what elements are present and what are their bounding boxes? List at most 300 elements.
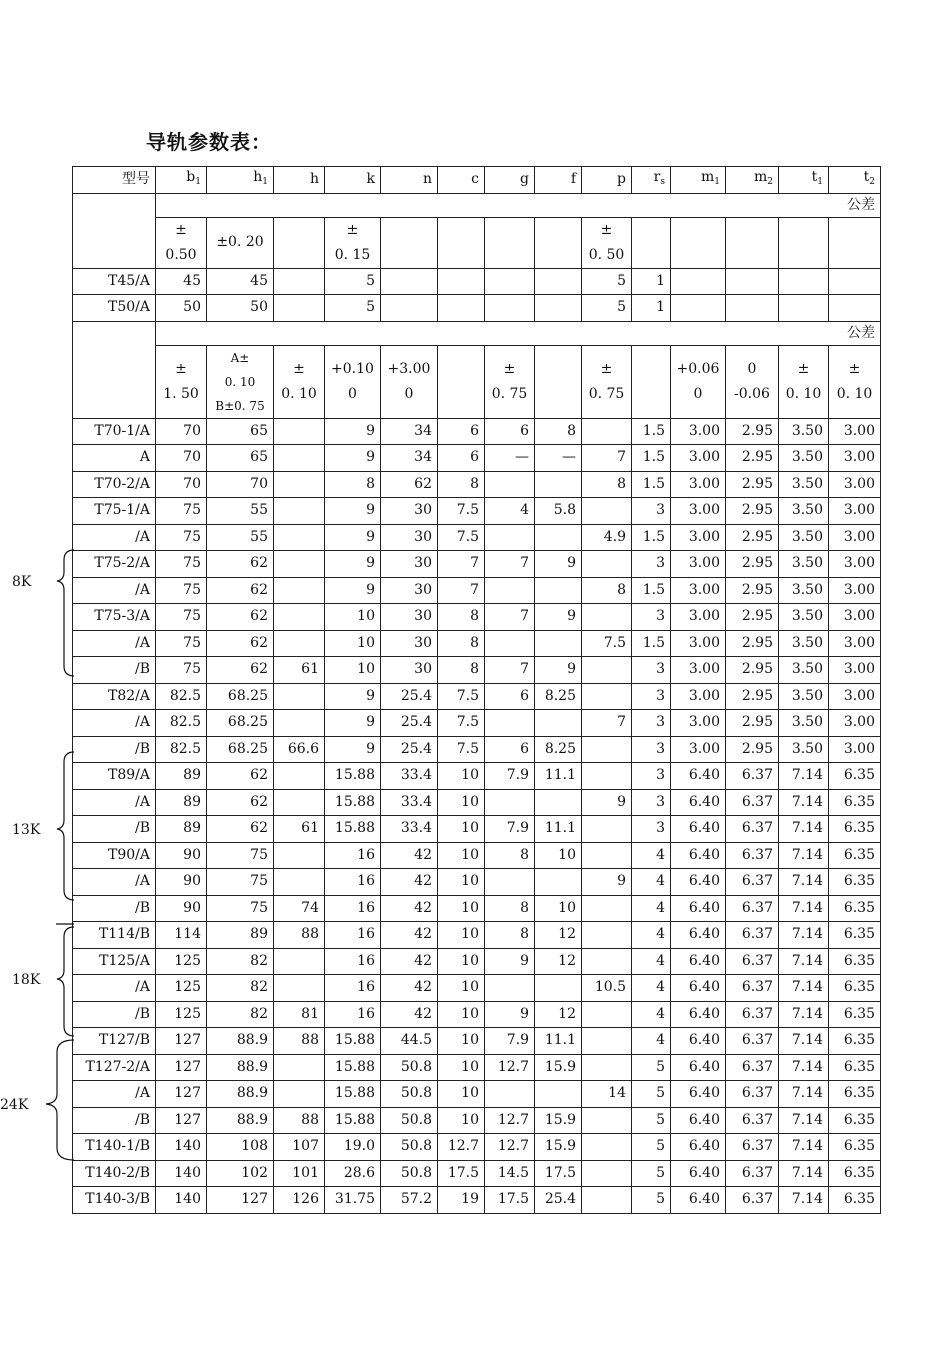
value-cell: 9 xyxy=(325,445,381,472)
value-cell: 5 xyxy=(632,1081,671,1108)
value-cell: 7.14 xyxy=(779,1001,829,1028)
value-cell: 10 xyxy=(438,869,485,896)
value-cell: 127 xyxy=(156,1028,207,1055)
value-cell: 50.8 xyxy=(381,1107,438,1134)
value-cell: 3 xyxy=(632,683,671,710)
value-cell: 7.14 xyxy=(779,1160,829,1187)
value-cell: 82.5 xyxy=(156,710,207,737)
value-cell: 6.37 xyxy=(726,1001,779,1028)
model-cell: /A xyxy=(73,577,156,604)
value-cell: 90 xyxy=(156,842,207,869)
value-cell: 2.95 xyxy=(726,683,779,710)
value-cell: 6.35 xyxy=(829,975,881,1002)
model-cell: /A xyxy=(73,975,156,1002)
value-cell: 90 xyxy=(156,869,207,896)
value-cell: 127 xyxy=(207,1187,274,1214)
header-symbol: k xyxy=(366,171,375,188)
value-cell: 15.9 xyxy=(535,1134,582,1161)
value-cell: 7 xyxy=(485,551,535,578)
value-cell: 125 xyxy=(156,975,207,1002)
value-cell: 3.00 xyxy=(671,657,726,684)
model-cell: /B xyxy=(73,736,156,763)
group-label-24k: 24K xyxy=(0,1097,29,1113)
value-cell: 3.50 xyxy=(779,683,829,710)
header-symbol: g xyxy=(520,171,529,188)
value-cell: 34 xyxy=(381,418,438,445)
value-cell: 7.14 xyxy=(779,1187,829,1214)
value-cell: 6.37 xyxy=(726,895,779,922)
value-cell: 10 xyxy=(438,1028,485,1055)
value-cell: 140 xyxy=(156,1187,207,1214)
value-cell: 50.8 xyxy=(381,1160,438,1187)
value-cell: 44.5 xyxy=(381,1028,438,1055)
model-cell: T140-2/B xyxy=(73,1160,156,1187)
value-cell: 5 xyxy=(632,1054,671,1081)
value-cell: 62 xyxy=(381,471,438,498)
value-cell: 6.35 xyxy=(829,869,881,896)
value-cell: 6.40 xyxy=(671,1081,726,1108)
value-cell: 11.1 xyxy=(535,816,582,843)
brace-8k xyxy=(57,550,74,676)
value-cell: 62 xyxy=(207,816,274,843)
model-cell: T127/B xyxy=(73,1028,156,1055)
value-cell: 3.50 xyxy=(779,418,829,445)
value-cell: 3.00 xyxy=(671,630,726,657)
tolerance-label: 公差 xyxy=(156,193,881,217)
value-cell: 3.50 xyxy=(779,445,829,472)
value-cell: 6.35 xyxy=(829,948,881,975)
header-symbol: r xyxy=(653,168,661,185)
model-cell: T70-1/A xyxy=(73,418,156,445)
value-cell: 12 xyxy=(535,948,582,975)
value-cell: 2.95 xyxy=(726,657,779,684)
tolerance-line: 0. 75 xyxy=(588,385,625,402)
value-cell: 6.37 xyxy=(726,922,779,949)
value-cell: 7.14 xyxy=(779,1081,829,1108)
header-symbol: h xyxy=(253,168,263,185)
value-cell: 3 xyxy=(632,657,671,684)
tolerance-line: 0 xyxy=(348,385,357,402)
value-cell: 30 xyxy=(381,551,438,578)
value-cell: 81 xyxy=(274,1001,325,1028)
value-cell: 125 xyxy=(156,1001,207,1028)
tolerance-line: 0. 10 xyxy=(836,385,873,402)
tolerance-line: ± xyxy=(293,360,305,377)
value-cell: 70 xyxy=(156,445,207,472)
tolerance-line: ± xyxy=(797,360,810,377)
tolerance-line: 0 xyxy=(693,385,703,402)
value-cell: 8.25 xyxy=(535,683,582,710)
value-cell: 3.00 xyxy=(829,736,881,763)
value-cell: 9 xyxy=(535,604,582,631)
value-cell: 3.00 xyxy=(671,418,726,445)
value-cell: 62 xyxy=(207,657,274,684)
value-cell: 9 xyxy=(325,418,381,445)
value-cell: 33.4 xyxy=(381,816,438,843)
value-cell: 7.14 xyxy=(779,922,829,949)
value-cell: 6 xyxy=(438,445,485,472)
model-cell: A xyxy=(73,445,156,472)
tolerance-label: 公差 xyxy=(156,321,881,345)
value-cell: 45 xyxy=(207,268,274,295)
value-cell: 16 xyxy=(325,975,381,1002)
value-cell: 1.5 xyxy=(632,630,671,657)
value-cell: 15.88 xyxy=(325,763,381,790)
model-cell: /B xyxy=(73,816,156,843)
value-cell: 15.88 xyxy=(325,816,381,843)
value-cell: 6.40 xyxy=(671,895,726,922)
value-cell: 42 xyxy=(381,895,438,922)
model-cell: /A xyxy=(73,1081,156,1108)
value-cell: 1.5 xyxy=(632,445,671,472)
value-cell: 16 xyxy=(325,1001,381,1028)
value-cell: 10 xyxy=(438,1107,485,1134)
value-cell: 15.88 xyxy=(325,1107,381,1134)
value-cell: 114 xyxy=(156,922,207,949)
value-cell: 14 xyxy=(582,1081,632,1108)
group-label-18k: 18K xyxy=(12,972,41,988)
value-cell: 127 xyxy=(156,1107,207,1134)
value-cell: 8 xyxy=(485,842,535,869)
value-cell: 10 xyxy=(325,604,381,631)
value-cell: 1 xyxy=(632,295,671,322)
value-cell: 55 xyxy=(207,498,274,525)
value-cell: 88.9 xyxy=(207,1081,274,1108)
value-cell: 6.37 xyxy=(726,869,779,896)
value-cell: 30 xyxy=(381,604,438,631)
value-cell: 42 xyxy=(381,842,438,869)
value-cell: 6.35 xyxy=(829,1054,881,1081)
value-cell: 10 xyxy=(325,630,381,657)
value-cell: 3 xyxy=(632,604,671,631)
value-cell: 82 xyxy=(207,948,274,975)
value-cell: 75 xyxy=(156,630,207,657)
value-cell: 11.1 xyxy=(535,763,582,790)
value-cell: 50 xyxy=(156,295,207,322)
value-cell: 3.50 xyxy=(779,551,829,578)
value-cell: 6.35 xyxy=(829,922,881,949)
value-cell: 6.37 xyxy=(726,1134,779,1161)
value-cell: 15.9 xyxy=(535,1107,582,1134)
value-cell: 65 xyxy=(207,418,274,445)
tolerance-line: ± xyxy=(346,221,359,238)
value-cell: 4 xyxy=(632,922,671,949)
value-cell: 125 xyxy=(156,948,207,975)
value-cell: 3.50 xyxy=(779,498,829,525)
value-cell: 3.00 xyxy=(671,710,726,737)
page-title: 导轨参数表： xyxy=(146,130,272,154)
value-cell: 2.95 xyxy=(726,524,779,551)
value-cell: 6.35 xyxy=(829,1001,881,1028)
value-cell: 10 xyxy=(438,816,485,843)
model-cell: /A xyxy=(73,789,156,816)
value-cell: 82.5 xyxy=(156,736,207,763)
value-cell: 4 xyxy=(632,869,671,896)
value-cell: 7.5 xyxy=(438,524,485,551)
header-symbol: m xyxy=(700,168,715,185)
value-cell: 42 xyxy=(381,975,438,1002)
value-cell: 42 xyxy=(381,869,438,896)
value-cell: 62 xyxy=(207,577,274,604)
value-cell: 6.37 xyxy=(726,1107,779,1134)
value-cell: 50.8 xyxy=(381,1134,438,1161)
model-cell: T140-3/B xyxy=(73,1187,156,1214)
value-cell: 140 xyxy=(156,1134,207,1161)
value-cell: 16 xyxy=(325,842,381,869)
value-cell: 1.5 xyxy=(632,471,671,498)
value-cell: 3.00 xyxy=(829,710,881,737)
value-cell: 9 xyxy=(325,683,381,710)
value-cell: 17.5 xyxy=(535,1160,582,1187)
model-cell: T127-2/A xyxy=(73,1054,156,1081)
header-symbol: m xyxy=(753,168,768,185)
value-cell: 6 xyxy=(485,683,535,710)
value-cell: 7.5 xyxy=(438,498,485,525)
model-cell: T70-2/A xyxy=(73,471,156,498)
header-symbol: f xyxy=(570,171,576,188)
value-cell: — xyxy=(485,445,535,472)
value-cell: 7.9 xyxy=(485,816,535,843)
value-cell: 3.00 xyxy=(671,498,726,525)
value-cell: 3.00 xyxy=(671,577,726,604)
tolerance-line: 0.50 xyxy=(165,246,197,263)
value-cell: 10 xyxy=(438,1054,485,1081)
value-cell: 70 xyxy=(156,471,207,498)
value-cell: 2.95 xyxy=(726,736,779,763)
model-cell: T82/A xyxy=(73,683,156,710)
value-cell: 7.14 xyxy=(779,763,829,790)
value-cell: 10 xyxy=(438,763,485,790)
value-cell: 6.40 xyxy=(671,1028,726,1055)
value-cell: 9 xyxy=(325,524,381,551)
value-cell: 61 xyxy=(274,657,325,684)
value-cell: 6.37 xyxy=(726,975,779,1002)
value-cell: 75 xyxy=(156,604,207,631)
value-cell: 89 xyxy=(156,763,207,790)
value-cell: 6.35 xyxy=(829,1134,881,1161)
value-cell: 10 xyxy=(438,842,485,869)
value-cell: 140 xyxy=(156,1160,207,1187)
value-cell: 6 xyxy=(438,418,485,445)
value-cell: 12 xyxy=(535,922,582,949)
value-cell: 30 xyxy=(381,577,438,604)
value-cell: 89 xyxy=(207,922,274,949)
value-cell: 6.35 xyxy=(829,1081,881,1108)
tolerance-line: ± xyxy=(600,221,613,238)
value-cell: 3.00 xyxy=(829,577,881,604)
value-cell: 89 xyxy=(156,789,207,816)
value-cell: 5 xyxy=(325,268,381,295)
value-cell: 126 xyxy=(274,1187,325,1214)
model-cell: /A xyxy=(73,869,156,896)
value-cell: 62 xyxy=(207,551,274,578)
value-cell: 7 xyxy=(485,604,535,631)
value-cell: 108 xyxy=(207,1134,274,1161)
value-cell: 3.00 xyxy=(671,471,726,498)
tolerance-line: 0 xyxy=(404,385,414,402)
value-cell: 75 xyxy=(207,842,274,869)
value-cell: 12 xyxy=(535,1001,582,1028)
tolerance-line: 0. 50 xyxy=(588,246,625,263)
value-cell: 68.25 xyxy=(207,710,274,737)
tolerance-line: 0. 10 xyxy=(224,374,256,389)
value-cell: 8 xyxy=(438,630,485,657)
value-cell: 28.6 xyxy=(325,1160,381,1187)
value-cell: 15.88 xyxy=(325,789,381,816)
value-cell: 10 xyxy=(438,975,485,1002)
value-cell: 8.25 xyxy=(535,736,582,763)
value-cell: 10 xyxy=(325,657,381,684)
header-model: 型号 xyxy=(73,167,156,194)
value-cell: 1.5 xyxy=(632,418,671,445)
value-cell: 7.5 xyxy=(438,736,485,763)
value-cell: 7.14 xyxy=(779,789,829,816)
value-cell: 5 xyxy=(632,1134,671,1161)
value-cell: 9 xyxy=(325,736,381,763)
value-cell: 50.8 xyxy=(381,1081,438,1108)
value-cell: 3.00 xyxy=(829,630,881,657)
value-cell: 62 xyxy=(207,630,274,657)
brace-18k xyxy=(57,927,74,1036)
value-cell: 10 xyxy=(438,895,485,922)
value-cell: 4 xyxy=(485,498,535,525)
value-cell: 3.50 xyxy=(779,604,829,631)
value-cell: 70 xyxy=(156,418,207,445)
value-cell: 6.40 xyxy=(671,1160,726,1187)
value-cell: 7.5 xyxy=(582,630,632,657)
value-cell: 12.7 xyxy=(485,1107,535,1134)
value-cell: 75 xyxy=(156,498,207,525)
value-cell: 127 xyxy=(156,1081,207,1108)
tolerance-line: 0. 10 xyxy=(281,385,317,402)
value-cell: 4 xyxy=(632,975,671,1002)
value-cell: 6.37 xyxy=(726,1160,779,1187)
value-cell: 61 xyxy=(274,816,325,843)
value-cell: 101 xyxy=(274,1160,325,1187)
value-cell: 17.5 xyxy=(438,1160,485,1187)
tolerance-line: +3.00 xyxy=(387,360,431,377)
value-cell: 7.14 xyxy=(779,842,829,869)
brace-24k xyxy=(46,1040,74,1160)
value-cell: 75 xyxy=(207,895,274,922)
value-cell: 2.95 xyxy=(726,498,779,525)
value-cell: 75 xyxy=(156,551,207,578)
value-cell: 9 xyxy=(325,498,381,525)
value-cell: 16 xyxy=(325,895,381,922)
value-cell: 2.95 xyxy=(726,630,779,657)
value-cell: 7.14 xyxy=(779,1028,829,1055)
value-cell: 3.00 xyxy=(829,551,881,578)
value-cell: 15.9 xyxy=(535,1054,582,1081)
value-cell: 6.35 xyxy=(829,789,881,816)
value-cell: 3.00 xyxy=(829,657,881,684)
value-cell: 4 xyxy=(632,1028,671,1055)
value-cell: 3.50 xyxy=(779,710,829,737)
value-cell: 6.37 xyxy=(726,763,779,790)
model-cell: T75-1/A xyxy=(73,498,156,525)
value-cell: 88.9 xyxy=(207,1107,274,1134)
model-cell: T90/A xyxy=(73,842,156,869)
model-cell: T114/B xyxy=(73,922,156,949)
value-cell: 3.00 xyxy=(829,604,881,631)
value-cell: 3 xyxy=(632,763,671,790)
value-cell: 62 xyxy=(207,789,274,816)
value-cell: 3.00 xyxy=(829,524,881,551)
header-subscript: 1 xyxy=(817,176,823,187)
model-cell: /A xyxy=(73,630,156,657)
value-cell: 6.35 xyxy=(829,1028,881,1055)
value-cell: 6.37 xyxy=(726,816,779,843)
value-cell: 6.40 xyxy=(671,922,726,949)
value-cell: 9 xyxy=(325,710,381,737)
value-cell: 31.75 xyxy=(325,1187,381,1214)
value-cell: 7 xyxy=(582,710,632,737)
model-cell: /A xyxy=(73,524,156,551)
model-cell: T89/A xyxy=(73,763,156,790)
tolerance-line: ± xyxy=(503,360,516,377)
value-cell: 12.7 xyxy=(438,1134,485,1161)
model-cell: /B xyxy=(73,895,156,922)
group-label-8k: 8K xyxy=(12,574,32,590)
value-cell: 10 xyxy=(438,948,485,975)
value-cell: 42 xyxy=(381,948,438,975)
value-cell: 25.4 xyxy=(381,736,438,763)
tolerance-line: 1. 50 xyxy=(163,385,199,402)
value-cell: 6.35 xyxy=(829,1107,881,1134)
value-cell: 6.40 xyxy=(671,869,726,896)
value-cell: 4.9 xyxy=(582,524,632,551)
value-cell: 9 xyxy=(325,551,381,578)
value-cell: 3.50 xyxy=(779,524,829,551)
value-cell: 2.95 xyxy=(726,710,779,737)
value-cell: 9 xyxy=(325,577,381,604)
header-symbol: h xyxy=(309,171,319,188)
value-cell: 8 xyxy=(485,895,535,922)
value-cell: 5 xyxy=(632,1107,671,1134)
value-cell: 7.14 xyxy=(779,1107,829,1134)
value-cell: 82.5 xyxy=(156,683,207,710)
value-cell: 75 xyxy=(156,577,207,604)
model-cell: T140-1/B xyxy=(73,1134,156,1161)
value-cell: 75 xyxy=(156,524,207,551)
value-cell: 6.40 xyxy=(671,1054,726,1081)
value-cell: 4 xyxy=(632,895,671,922)
value-cell: 7.5 xyxy=(438,710,485,737)
value-cell: 2.95 xyxy=(726,577,779,604)
value-cell: 3 xyxy=(632,816,671,843)
value-cell: 15.88 xyxy=(325,1028,381,1055)
value-cell: 30 xyxy=(381,657,438,684)
value-cell: 25.4 xyxy=(381,683,438,710)
value-cell: 45 xyxy=(156,268,207,295)
model-cell: T75-2/A xyxy=(73,551,156,578)
value-cell: 6.40 xyxy=(671,763,726,790)
value-cell: 6.37 xyxy=(726,1054,779,1081)
value-cell: 19.0 xyxy=(325,1134,381,1161)
value-cell: 82 xyxy=(207,1001,274,1028)
value-cell: 75 xyxy=(207,869,274,896)
tolerance-line: ± xyxy=(848,360,861,377)
value-cell: 3.50 xyxy=(779,471,829,498)
value-cell: 90 xyxy=(156,895,207,922)
tolerance-line: 0. 75 xyxy=(491,385,528,402)
value-cell: 6.37 xyxy=(726,1081,779,1108)
value-cell: 7.5 xyxy=(438,683,485,710)
value-cell: 2.95 xyxy=(726,418,779,445)
value-cell: 8 xyxy=(438,657,485,684)
value-cell: 3.50 xyxy=(779,630,829,657)
value-cell: 6.40 xyxy=(671,1134,726,1161)
